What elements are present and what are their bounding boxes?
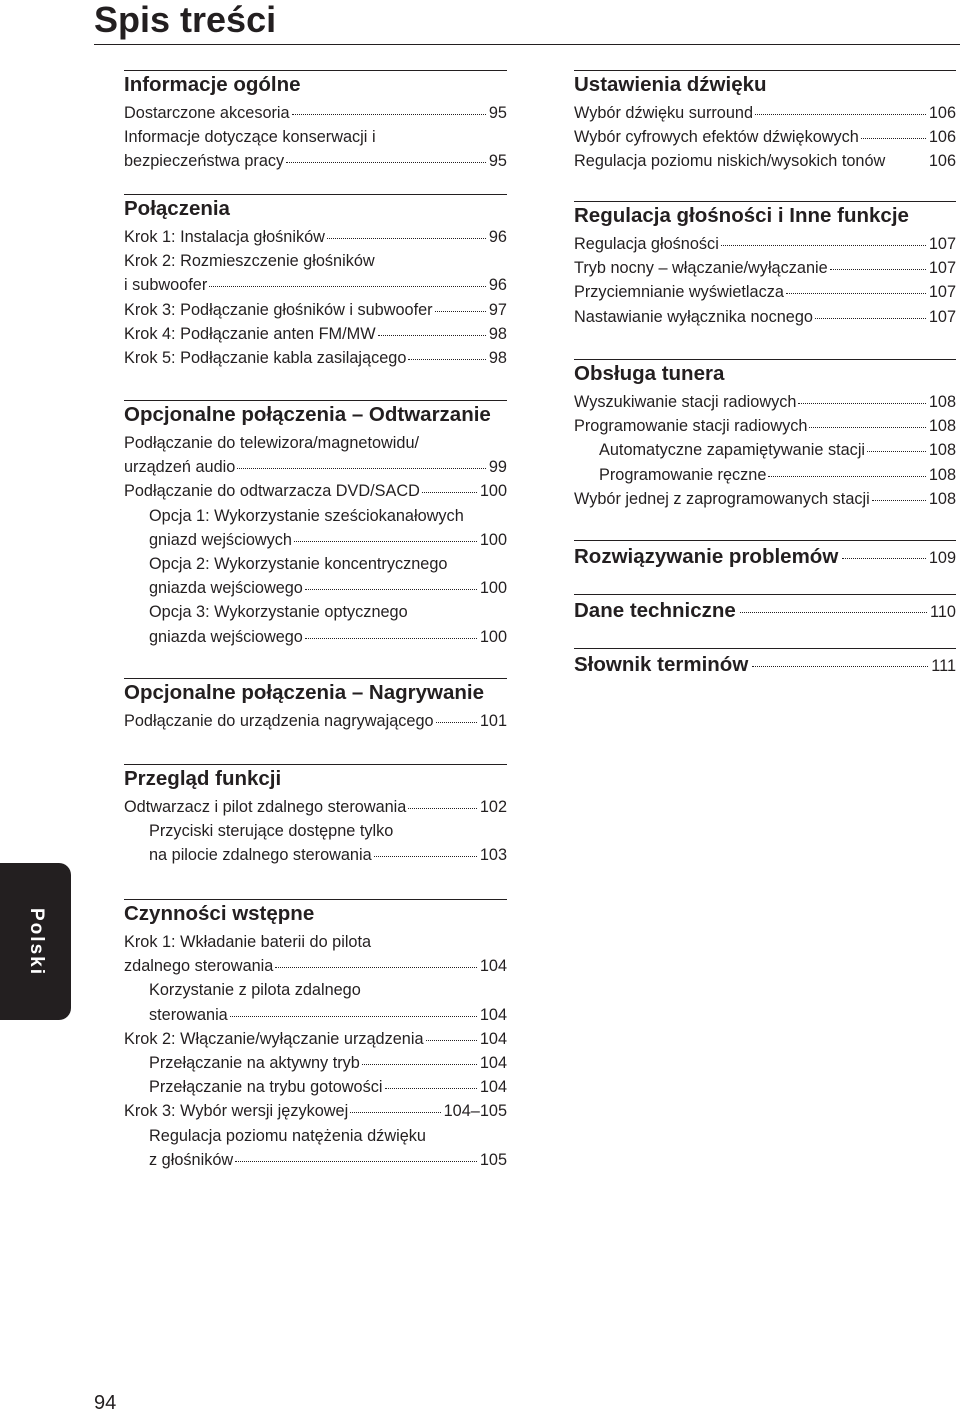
section-technical-data [574,594,956,625]
toc-entry-line[interactable]: Podłączanie do telewizora/magnetowidu/ [124,434,420,452]
section-getting-started [124,899,507,1172]
toc-entry-line[interactable]: Informacje dotyczące konserwacji i [124,128,376,147]
toc-entry[interactable]: Krok 3: Wybór wersji językowej 104–105 [124,1102,507,1121]
section-troubleshooting [574,540,956,571]
section-rule [574,594,956,595]
title-rule [94,44,960,45]
section-optional-recording [124,678,507,733]
page-number: 94 [94,1392,117,1414]
toc-entry[interactable]: Krok 2: Włączanie/wyłączanie urządzenia 104 [124,1029,507,1048]
section-overview [124,764,507,868]
section-rule [124,194,507,195]
section-title: Opcjonalne połączenia – Odtwarzanie [124,403,491,426]
section-title: Opcjonalne połączenia – Nagrywanie [124,681,485,704]
toc-entry[interactable]: Dostarczone akcesoria 95 [124,104,507,122]
section-title: Informacje ogólne [124,73,301,96]
toc-entry[interactable]: urządzeń audio 99 [124,458,507,477]
section-glossary [574,648,956,679]
section-volume-other [574,201,956,329]
language-tab[interactable] [0,863,71,1020]
section-rule [574,359,956,360]
toc-entry[interactable]: Krok 5: Podłączanie kabla zasilającego 98 [124,349,507,368]
toc-entry[interactable]: sterowania 104 [149,1005,507,1024]
toc-entry[interactable]: Nastawianie wyłącznika nocnego 107 [574,307,956,326]
toc-entry[interactable]: Tryb nocny – włączanie/wyłączanie 107 [574,259,956,278]
toc-entry[interactable]: Odtwarzacz i pilot zdalnego sterowania 102 [124,798,507,816]
section-title: Czynności wstępne [124,902,315,925]
toc-entry[interactable]: Automatyczne zapamiętywanie stacji 108 [599,441,956,460]
toc-entry[interactable]: Przełączanie na aktywny tryb 104 [149,1054,507,1073]
toc-entry[interactable]: Wyszukiwanie stacji radiowych 108 [574,393,956,411]
toc-entry-glossary[interactable]: Słownik terminów 111 [574,653,956,676]
toc-entry[interactable]: Podłączanie do odtwarzacza DVD/SACD 100 [124,482,507,501]
toc-entry-line[interactable]: Krok 1: Wkładanie baterii do pilota [124,933,372,951]
section-rule [574,70,956,71]
toc-entry[interactable]: zdalnego sterowania 104 [124,957,507,976]
section-title: Obsługa tunera [574,362,725,385]
toc-entry[interactable]: Programowanie stacji radiowych 108 [574,417,956,436]
toc-entry[interactable]: Wybór cyfrowych efektów dźwiękowych 106 [574,128,956,147]
section-title: Przegląd funkcji [124,767,282,790]
section-title: Ustawienia dźwięku [574,73,767,96]
toc-entry[interactable]: Regulacja głośności 107 [574,235,956,253]
toc-entry-technical-data[interactable]: Dane techniczne 110 [574,599,956,622]
toc-entry[interactable]: z głośników 105 [149,1150,507,1169]
toc-entry-line[interactable]: Opcja 3: Wykorzystanie optycznego [149,603,408,622]
page-title: Spis treści [94,0,277,40]
toc-entry-line[interactable]: Opcja 1: Wykorzystanie sześciokanałowych [149,506,464,525]
toc-entry[interactable]: gniazda wejściowego 100 [149,627,507,646]
section-title: Regulacja głośności i Inne funkcje [574,204,909,227]
section-connections [124,194,507,370]
toc-entry[interactable]: na pilocie zdalnego sterowania 103 [149,846,507,865]
toc-entry[interactable]: Krok 4: Podłączanie anten FM/MW 98 [124,324,507,343]
section-rule [574,201,956,202]
section-optional-playback [124,400,507,649]
toc-entry[interactable]: Krok 3: Podłączanie głośników i subwoofer 97 [124,300,507,319]
toc-entry[interactable]: bezpieczeństwa pracy 95 [124,152,507,171]
toc-entry[interactable]: i subwoofer 96 [124,276,507,295]
toc-entry[interactable]: gniazda wejściowego 100 [149,579,507,598]
section-rule [124,899,507,900]
toc-entry-line[interactable]: Opcja 2: Wykorzystanie koncentrycznego [149,555,448,574]
toc-entry-troubleshooting[interactable]: Rozwiązywanie problemów 109 [574,545,956,568]
toc-entry[interactable]: Wybór jednej z zaprogramowanych stacji 108 [574,489,956,508]
section-rule [124,70,507,71]
section-title: Połączenia [124,197,230,220]
section-rule [574,540,956,541]
section-general-information [124,70,507,174]
section-sound-settings [574,70,956,174]
toc-entry[interactable]: Programowanie ręczne 108 [599,465,956,484]
toc-entry[interactable]: gniazd wejściowych 100 [149,530,507,549]
toc-entry-line[interactable]: Przyciski sterujące dostępne tylko [149,822,394,841]
toc-entry[interactable]: Przełączanie na trybu gotowości 104 [149,1078,507,1097]
toc-entry[interactable]: Przyciemnianie wyświetlacza 107 [574,283,956,302]
toc-entry-line[interactable]: Regulacja poziomu natężenia dźwięku [149,1126,426,1145]
section-rule [124,400,507,401]
toc-entry-line[interactable]: Krok 2: Rozmieszczenie głośników [124,252,375,271]
toc-entry-line[interactable]: Korzystanie z pilota zdalnego [149,981,361,1000]
toc-entry[interactable]: Regulacja poziomu niskich/wysokich tonów 106 [574,152,956,171]
toc-entry[interactable]: Krok 1: Instalacja głośników 96 [124,228,507,246]
section-rule [574,648,956,649]
section-rule [124,678,507,679]
toc-entry[interactable]: Podłączanie do urządzenia nagrywającego 101 [124,712,507,730]
section-tuner [574,359,956,511]
language-tab-label: Polski [25,907,47,976]
section-rule [124,764,507,765]
toc-entry[interactable]: Wybór dźwięku surround 106 [574,104,956,122]
